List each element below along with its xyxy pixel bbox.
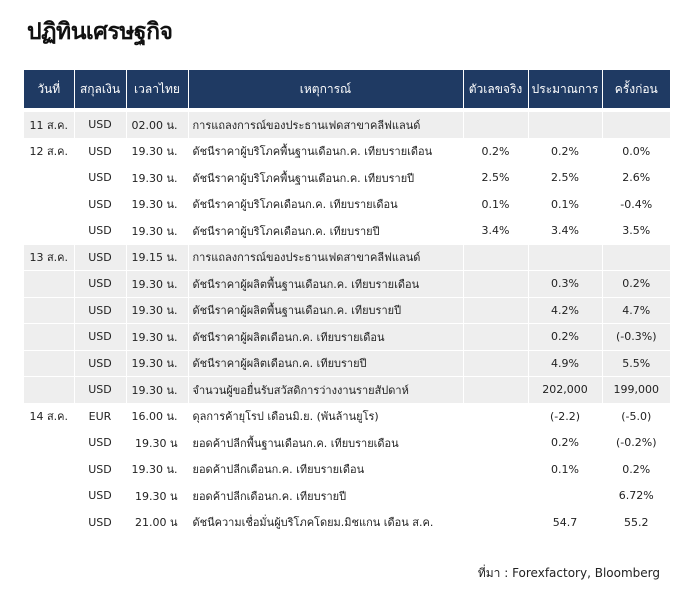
cell-date: 14 ส.ค. xyxy=(24,403,74,430)
table-row xyxy=(24,218,670,245)
cell-time: 19.30 น xyxy=(126,430,188,457)
table-body xyxy=(24,110,670,536)
cell-actual xyxy=(463,403,528,430)
table-row xyxy=(24,509,670,536)
cell-time: 19.30 น. xyxy=(126,165,188,192)
source-note: ที่มา : Forexfactory, Bloomberg xyxy=(477,566,660,580)
cell-previous: 199,000 xyxy=(602,377,670,404)
cell-event: ดัชนีราคาผู้บริโภคเดือนก.ค. เทียบรายเดือน xyxy=(188,191,463,218)
cell-previous xyxy=(602,110,670,138)
cell-event: จำนวนผู้ขอยื่นรับสวัสดิการว่างงานรายสัปดาห์ xyxy=(188,377,463,404)
cell-actual xyxy=(463,483,528,510)
cell-previous: -0.4% xyxy=(602,191,670,218)
cell-currency: USD xyxy=(74,377,126,404)
cell-forecast: 0.2% xyxy=(528,430,602,457)
cell-date xyxy=(24,430,74,457)
cell-date xyxy=(24,483,74,510)
cell-time: 19.30 น. xyxy=(126,324,188,351)
cell-date xyxy=(24,218,74,245)
cell-date xyxy=(24,165,74,192)
cell-forecast: 54.7 xyxy=(528,509,602,536)
cell-date xyxy=(24,509,74,536)
table-row xyxy=(24,297,670,324)
cell-previous: (-0.3%) xyxy=(602,324,670,351)
cell-actual xyxy=(463,297,528,324)
cell-currency: USD xyxy=(74,191,126,218)
cell-previous: 3.5% xyxy=(602,218,670,245)
cell-actual xyxy=(463,350,528,377)
cell-currency: USD xyxy=(74,218,126,245)
cell-date: 13 ส.ค. xyxy=(24,244,74,271)
cell-event: ยอดค้าปลีกพื้นฐานเดือนก.ค. เทียบรายเดือน xyxy=(188,430,463,457)
header-actual: ตัวเลขจริง xyxy=(463,70,528,110)
cell-event: ดัชนีราคาผู้ผลิตเดือนก.ค. เทียบรายเดือน xyxy=(188,324,463,351)
cell-event: ยอดค้าปลีกเดือนก.ค. เทียบรายปี xyxy=(188,483,463,510)
cell-time: 19.30 น. xyxy=(126,138,188,165)
cell-previous: 55.2 xyxy=(602,509,670,536)
cell-currency: EUR xyxy=(74,403,126,430)
table-row xyxy=(24,324,670,351)
table-row xyxy=(24,456,670,483)
page-title: ปฏิทินเศรษฐกิจ xyxy=(27,19,173,45)
cell-actual: 0.1% xyxy=(463,191,528,218)
cell-forecast xyxy=(528,110,602,138)
cell-event: ดุลการค้ายุโรป เดือนมิ.ย. (พันล้านยูโร) xyxy=(188,403,463,430)
header-forecast: ประมาณการ xyxy=(528,70,602,110)
cell-forecast xyxy=(528,244,602,271)
cell-actual: 0.2% xyxy=(463,138,528,165)
cell-currency: USD xyxy=(74,297,126,324)
cell-previous: 0.0% xyxy=(602,138,670,165)
cell-date xyxy=(24,191,74,218)
table-row xyxy=(24,430,670,457)
cell-forecast: 3.4% xyxy=(528,218,602,245)
cell-date xyxy=(24,297,74,324)
cell-currency: USD xyxy=(74,483,126,510)
cell-actual xyxy=(463,377,528,404)
table-row xyxy=(24,191,670,218)
cell-forecast: (-2.2) xyxy=(528,403,602,430)
cell-previous: 0.2% xyxy=(602,456,670,483)
cell-forecast: 0.2% xyxy=(528,324,602,351)
cell-actual xyxy=(463,110,528,138)
cell-currency: USD xyxy=(74,509,126,536)
cell-previous: 6.72% xyxy=(602,483,670,510)
cell-previous: 4.7% xyxy=(602,297,670,324)
header-previous: ครั้งก่อน xyxy=(602,70,670,110)
cell-date: 12 ส.ค. xyxy=(24,138,74,165)
table-row xyxy=(24,483,670,510)
table-row xyxy=(24,165,670,192)
cell-time: 19.30 น. xyxy=(126,297,188,324)
cell-actual xyxy=(463,430,528,457)
cell-time: 21.00 น xyxy=(126,509,188,536)
cell-date xyxy=(24,456,74,483)
cell-actual xyxy=(463,244,528,271)
cell-time: 02.00 น. xyxy=(126,110,188,138)
cell-actual xyxy=(463,324,528,351)
cell-date xyxy=(24,350,74,377)
cell-forecast: 0.3% xyxy=(528,271,602,298)
cell-event: ดัชนีราคาผู้บริโภคเดือนก.ค. เทียบรายปี xyxy=(188,218,463,245)
cell-actual: 2.5% xyxy=(463,165,528,192)
cell-date: 11 ส.ค. xyxy=(24,110,74,138)
header-date: วันที่ xyxy=(24,70,74,110)
table-row xyxy=(24,350,670,377)
cell-currency: USD xyxy=(74,138,126,165)
cell-event: ดัชนีราคาผู้บริโภคพื้นฐานเดือนก.ค. เทียบรายปี xyxy=(188,165,463,192)
header-event: เหตุการณ์ xyxy=(188,70,463,110)
cell-date xyxy=(24,377,74,404)
cell-previous xyxy=(602,244,670,271)
cell-currency: USD xyxy=(74,110,126,138)
cell-currency: USD xyxy=(74,324,126,351)
cell-forecast: 0.1% xyxy=(528,191,602,218)
cell-currency: USD xyxy=(74,165,126,192)
table-row xyxy=(24,403,670,430)
cell-event: ดัชนีราคาผู้ผลิตพื้นฐานเดือนก.ค. เทียบรายปี xyxy=(188,297,463,324)
cell-previous: 5.5% xyxy=(602,350,670,377)
cell-previous: 2.6% xyxy=(602,165,670,192)
cell-currency: USD xyxy=(74,350,126,377)
economic-calendar-table xyxy=(24,70,670,536)
cell-time: 19.30 น. xyxy=(126,271,188,298)
cell-time: 19.15 น. xyxy=(126,244,188,271)
cell-actual xyxy=(463,456,528,483)
cell-previous: (-0.2%) xyxy=(602,430,670,457)
cell-event: ดัชนีความเชื่อมั่นผู้บริโภคโดยม.มิชแกน เดือน ส.ค. xyxy=(188,509,463,536)
cell-forecast: 2.5% xyxy=(528,165,602,192)
cell-event: ดัชนีราคาผู้ผลิตเดือนก.ค. เทียบรายปี xyxy=(188,350,463,377)
table-row xyxy=(24,244,670,271)
header-currency: สกุลเงิน xyxy=(74,70,126,110)
cell-actual xyxy=(463,509,528,536)
header-time: เวลาไทย xyxy=(126,70,188,110)
cell-time: 19.30 น xyxy=(126,483,188,510)
cell-forecast: 0.2% xyxy=(528,138,602,165)
cell-time: 19.30 น. xyxy=(126,218,188,245)
table-row xyxy=(24,377,670,404)
cell-forecast xyxy=(528,483,602,510)
cell-event: ยอดค้าปลีกเดือนก.ค. เทียบรายเดือน xyxy=(188,456,463,483)
cell-previous: 0.2% xyxy=(602,271,670,298)
cell-currency: USD xyxy=(74,430,126,457)
table-row xyxy=(24,138,670,165)
table-row xyxy=(24,271,670,298)
cell-currency: USD xyxy=(74,244,126,271)
cell-time: 19.30 น. xyxy=(126,377,188,404)
cell-event: ดัชนีราคาผู้บริโภคพื้นฐานเดือนก.ค. เทียบรายเดือน xyxy=(188,138,463,165)
cell-time: 19.30 น. xyxy=(126,456,188,483)
cell-actual: 3.4% xyxy=(463,218,528,245)
cell-actual xyxy=(463,271,528,298)
cell-date xyxy=(24,324,74,351)
cell-event: การแถลงการณ์ของประธานเฟดสาขาคลีฟแลนด์ xyxy=(188,244,463,271)
cell-time: 19.30 น. xyxy=(126,350,188,377)
cell-time: 16.00 น. xyxy=(126,403,188,430)
cell-date xyxy=(24,271,74,298)
cell-time: 19.30 น. xyxy=(126,191,188,218)
cell-forecast: 4.9% xyxy=(528,350,602,377)
table-row xyxy=(24,110,670,138)
cell-event: ดัชนีราคาผู้ผลิตพื้นฐานเดือนก.ค. เทียบรายเดือน xyxy=(188,271,463,298)
table-header-row xyxy=(24,70,670,110)
cell-forecast: 4.2% xyxy=(528,297,602,324)
cell-currency: USD xyxy=(74,271,126,298)
cell-forecast: 202,000 xyxy=(528,377,602,404)
cell-currency: USD xyxy=(74,456,126,483)
cell-event: การแถลงการณ์ของประธานเฟดสาขาคลีฟแลนด์ xyxy=(188,110,463,138)
cell-previous: (-5.0) xyxy=(602,403,670,430)
cell-forecast: 0.1% xyxy=(528,456,602,483)
